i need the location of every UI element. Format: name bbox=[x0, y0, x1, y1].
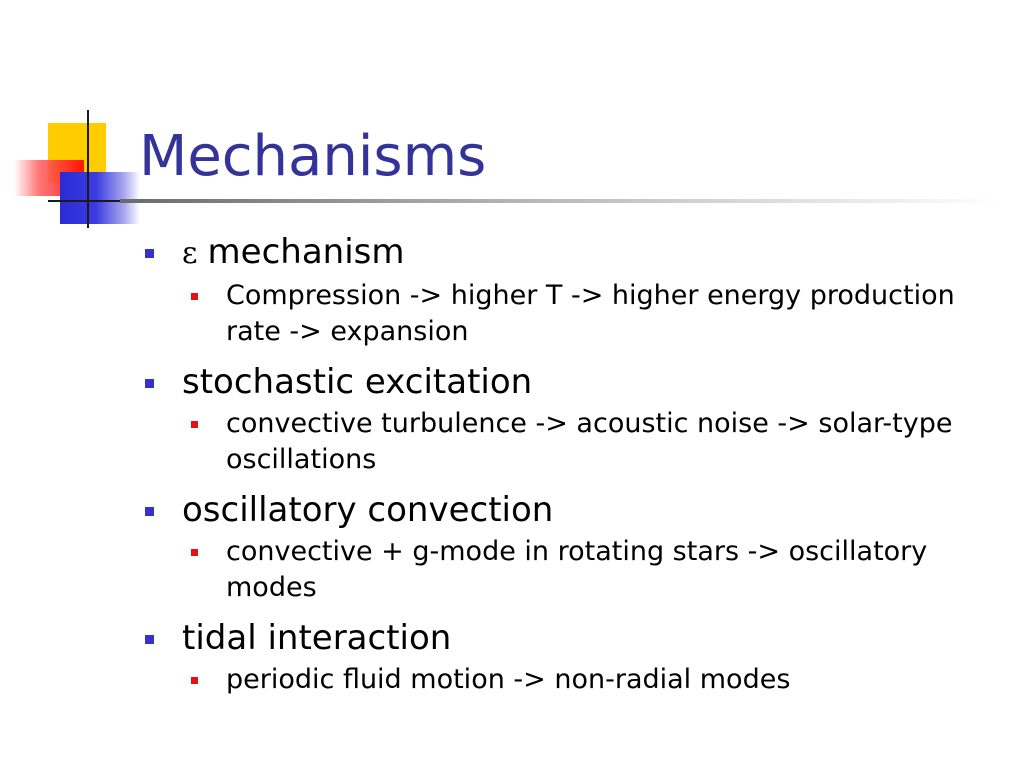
square-bullet-icon bbox=[145, 379, 154, 388]
square-bullet-icon bbox=[145, 249, 154, 258]
square-bullet-icon bbox=[145, 507, 154, 516]
sub-bullet-text: convective + g-mode in rotating stars -> oscillatory modes bbox=[226, 536, 928, 603]
square-bullet-icon bbox=[191, 421, 198, 428]
bullet-item-tidal-interaction bbox=[145, 616, 995, 660]
slide-body bbox=[145, 230, 995, 698]
square-bullet-icon bbox=[191, 293, 198, 300]
decoration-vertical-line bbox=[87, 110, 89, 228]
sub-bullet-item bbox=[191, 662, 995, 698]
square-bullet-icon bbox=[145, 635, 154, 644]
square-bullet-icon bbox=[191, 549, 198, 556]
sub-bullet-text: convective turbulence -> acoustic noise -> solar-type oscillations bbox=[226, 408, 953, 475]
sub-bullet-text: periodic fluid motion -> non-radial modes bbox=[226, 664, 791, 695]
bullet-item-stochastic-excitation bbox=[145, 360, 995, 404]
sub-bullet-item bbox=[191, 278, 995, 350]
sub-bullet-text: Compression -> higher T -> higher energy production rate -> expansion bbox=[226, 280, 955, 347]
bullet-item-epsilon-mechanism bbox=[145, 230, 995, 276]
title-decoration bbox=[0, 0, 140, 235]
title-underline bbox=[120, 199, 1000, 203]
bullet-text: tidal interaction bbox=[182, 618, 452, 658]
decoration-blue-bar bbox=[60, 172, 140, 224]
sub-bullet-item bbox=[191, 534, 995, 606]
square-bullet-icon bbox=[191, 677, 198, 684]
bullet-item-oscillatory-convection bbox=[145, 488, 995, 532]
bullet-text: oscillatory convection bbox=[182, 490, 554, 530]
slide-title: Mechanisms bbox=[139, 124, 487, 189]
sub-bullet-item bbox=[191, 406, 995, 478]
epsilon-symbol: ε bbox=[182, 236, 198, 271]
bullet-text: mechanism bbox=[207, 232, 405, 272]
bullet-text: stochastic excitation bbox=[182, 362, 533, 402]
